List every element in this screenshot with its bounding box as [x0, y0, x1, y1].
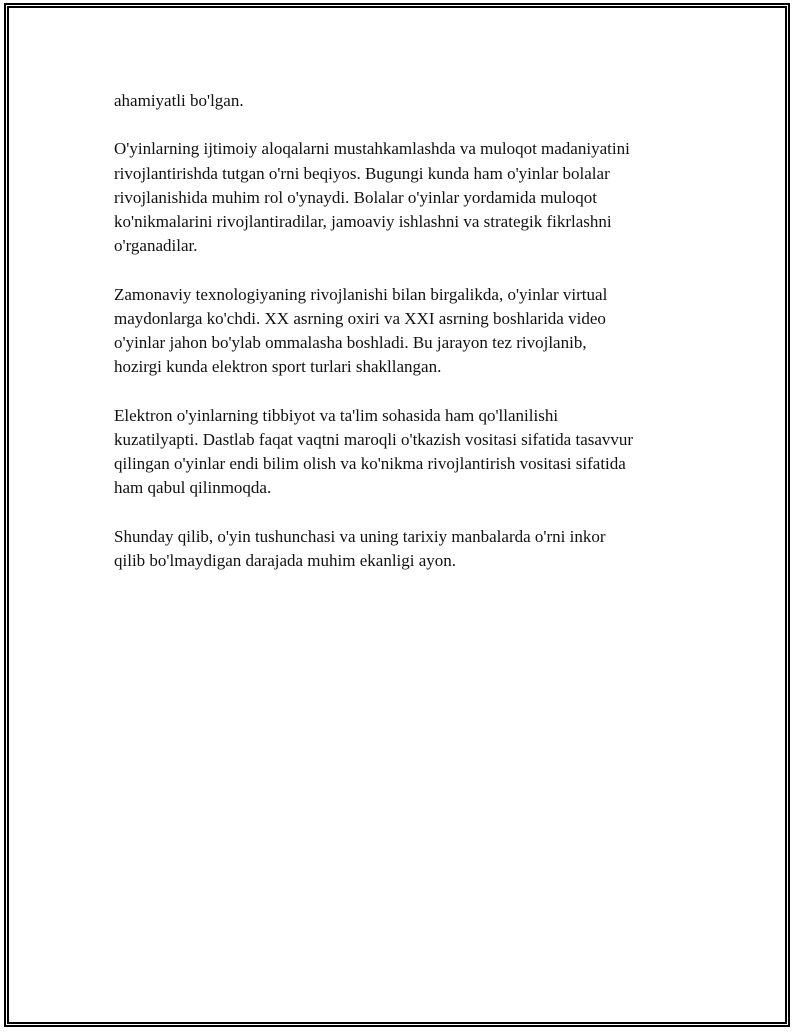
text-line: Shunday qilib, o'yin tushunchasi va uning tarixiy manbalarda o'rni inkor: [114, 526, 606, 546]
text-line: kuzatilyapti. Dastlab faqat vaqtni maroqli o'tkazish vositasi sifatida tasavvur: [114, 429, 634, 449]
text-line: qilingan o'yinlar endi bilim olish va ko'nikma rivojlantirish vositasi sifatida: [114, 454, 626, 473]
text-line: hozirgi kunda elektron sport turlari shakllangan.: [114, 357, 442, 377]
text-line: Zamonaviy texnologiyaning rivojlanishi bilan birgalikda, o'yinlar virtual: [114, 284, 608, 304]
text-line: Elektron o'yinlarning tibbiyot va ta'lim sohasida ham qo'llanilishi: [114, 405, 559, 425]
paragraph-4: [114, 404, 694, 501]
text-line: o'rganadilar.: [114, 236, 198, 256]
text-line: ham qabul qilinmoqda.: [114, 478, 272, 498]
paragraph-3: [114, 283, 694, 380]
text-line: qilib bo'lmaydigan darajada muhim ekanligi ayon.: [114, 550, 457, 570]
document-body: [114, 89, 694, 597]
text-line: o'yinlar jahon bo'ylab ommalasha boshladi. Bu jarayon tez rivojlanib,: [114, 333, 587, 352]
text-line: ko'nikmalarini rivojlantiradilar, jamoaviy ishlashni va strategik fikrlashni: [114, 212, 612, 231]
paragraph-1: [114, 89, 694, 113]
text-line: O'yinlarning ijtimoiy aloqalarni mustahkamlashda va muloqot madaniyatini: [114, 139, 630, 159]
text-line: rivojlantirishda tutgan o'rni beqiyos. Bugungi kunda ham o'yinlar bolalar: [114, 163, 610, 183]
text-line: ahamiyatli bo'lgan.: [114, 91, 244, 110]
paragraph-5: [114, 525, 694, 573]
paragraph-2: [114, 137, 694, 258]
text-line: rivojlanishida muhim rol o'ynaydi. Bolalar o'yinlar yordamida muloqot: [114, 187, 597, 207]
text-line: maydonlarga ko'chdi. XX asrning oxiri va XXI asrning boshlarida video: [114, 308, 606, 328]
